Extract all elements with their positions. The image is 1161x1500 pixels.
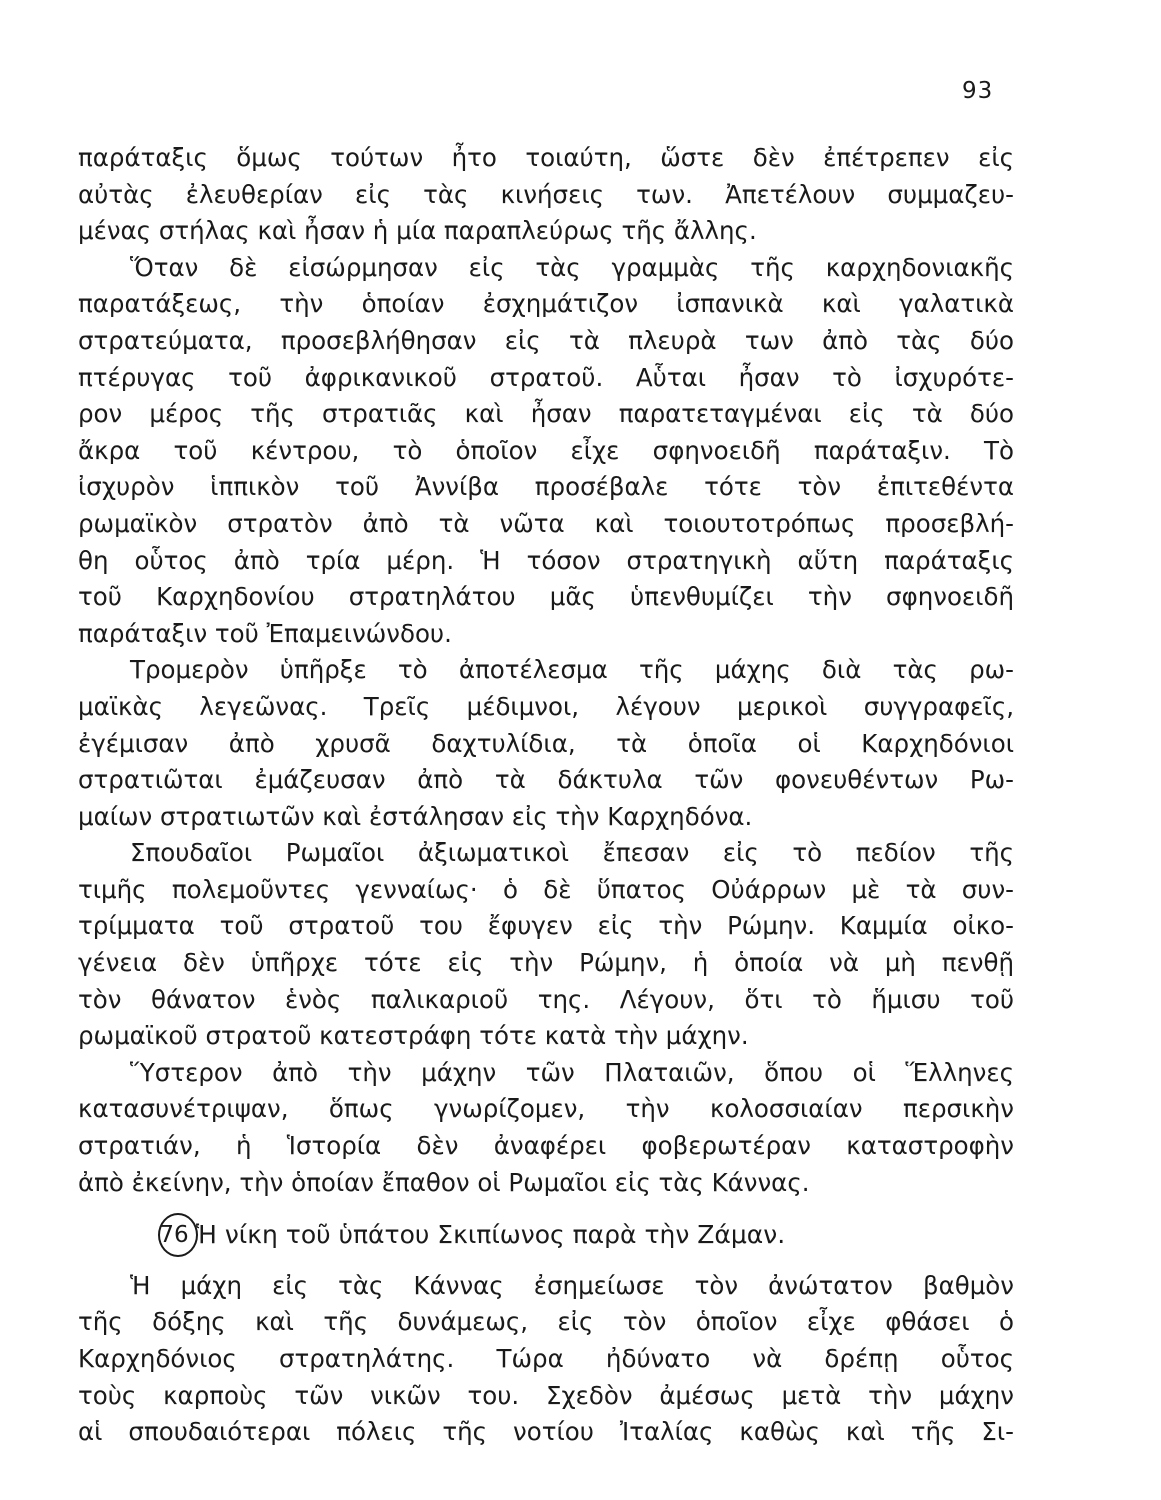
text-line: τὸν θάνατον ἑνὸς παλικαριοῦ της. Λέγουν, ὅτι τὸ ἥμισυ τοῦ (78, 984, 1014, 1014)
text-line: μαίων στρατιωτῶν καὶ ἐστάλησαν εἰς τὴν Καρχηδόνα. (78, 801, 753, 831)
text-line: Καρχηδόνιος στρατηλάτης. Τώρα ἠδύνατο νὰ δρέπῃ οὗτος (78, 1344, 1014, 1373)
text-line: Σπουδαῖοι Ρωμαῖοι ἀξιωματικοὶ ἔπεσαν εἰς τὸ πεδίον τῆς (130, 838, 1014, 868)
text-line: θη οὗτος ἀπὸ τρία μέρη. Ἡ τόσον στρατηγικὴ αὕτη παράταξις (78, 545, 1014, 575)
paragraph (78, 1055, 1014, 1201)
body-text (78, 140, 1014, 1451)
text-line: ἀπὸ ἐκείνην, τὴν ὁποίαν ἔπαθον οἱ Ρωμαῖοι εἰς τὰς Κάννας. (78, 1167, 810, 1197)
text-line: τρίμματα τοῦ στρατοῦ του ἔφυγεν εἰς τὴν Ρώμην. Καμμία οἰκο- (78, 911, 1014, 941)
paragraph (78, 652, 1014, 835)
text-line: ρωμαϊκοῦ στρατοῦ κατεστράφη τότε κατὰ τὴν μάχην. (78, 1021, 749, 1051)
text-line: παράταξις ὅμως τούτων ἦτο τοιαύτη, ὥστε δὲν ἐπέτρεπεν εἰς (78, 143, 1014, 172)
text-line: στρατιῶται ἐμάζευσαν ἀπὸ τὰ δάκτυλα τῶν φονευθέντων Ρω- (78, 765, 1014, 795)
text-line: αἱ σπουδαιότεραι πόλεις τῆς νοτίου Ἰταλίας καθὼς καὶ τῆς Σι- (78, 1417, 1014, 1447)
text-line: ἰσχυρὸν ἱππικὸν τοῦ Ἀννίβα προσέβαλε τότε τὸν ἐπιτεθέντα (78, 472, 1014, 502)
text-line: μένας στήλας καὶ ἦσαν ἡ μία παραπλεύρως τῆς ἄλλης. (78, 216, 757, 246)
text-line: ρωμαϊκὸν στρατὸν ἀπὸ τὰ νῶτα καὶ τοιουτοτρόπως προσεβλή- (78, 508, 1014, 538)
text-line: ρον μέρος τῆς στρατιᾶς καὶ ἦσαν παρατεταγμέναι εἰς τὰ δύο (78, 399, 1014, 429)
text-line: κατασυνέτριψαν, ὅπως γνωρίζομεν, τὴν κολοσσιαίαν περσικὴν (78, 1094, 1014, 1124)
text-line: μαϊκὰς λεγεῶνας. Τρεῖς μέδιμνοι, λέγουν μερικοὶ συγγραφεῖς, (78, 691, 1014, 721)
section-number-circle (158, 1213, 198, 1257)
text-line: Τρομερὸν ὑπῆρξε τὸ ἀποτέλεσμα τῆς μάχης διὰ τὰς ρω- (130, 655, 1014, 685)
text-line: τοὺς καρποὺς τῶν νικῶν του. Σχεδὸν ἀμέσως μετὰ τὴν μάχην (78, 1380, 1014, 1410)
text-line: πτέρυγας τοῦ ἀφρικανικοῦ στρατοῦ. Αὗται ἦσαν τὸ ἰσχυρότε- (78, 362, 1014, 392)
text-line: τοῦ Καρχηδονίου στρατηλάτου μᾶς ὑπενθυμίζει τὴν σφηνοειδῆ (78, 582, 1014, 612)
text-line: ἄκρα τοῦ κέντρου, τὸ ὁποῖον εἶχε σφηνοειδῆ παράταξιν. Τὸ (78, 435, 1014, 465)
paragraph (78, 1268, 1014, 1451)
text-line: τῆς δόξης καὶ τῆς δυνάμεως, εἰς τὸν ὁποῖον εἶχε φθάσει ὁ (78, 1307, 1014, 1337)
section-number: 76 (159, 1222, 189, 1249)
text-line: γένεια δὲν ὑπῆρχε τότε εἰς τὴν Ρώμην, ἡ ὁποία νὰ μὴ πενθῇ (78, 948, 1014, 978)
text-line: στρατιάν, ἡ Ἱστορία δὲν ἀναφέρει φοβερωτέραν καταστροφὴν (78, 1131, 1014, 1161)
text-line: Ὕστερον ἀπὸ τὴν μάχην τῶν Πλαταιῶν, ὅπου οἱ Ἕλληνες (130, 1057, 1014, 1087)
text-line: παρατάξεως, τὴν ὁποίαν ἐσχημάτιζον ἰσπανικὰ καὶ γαλατικὰ (78, 289, 1014, 319)
section-heading (78, 1217, 1014, 1254)
paragraph (78, 250, 1014, 653)
text-line: αὐτὰς ἐλευθερίαν εἰς τὰς κινήσεις των. Ἀπετέλουν συμμαζευ- (78, 179, 1014, 209)
page-number: 93 (962, 78, 994, 104)
paragraph (78, 140, 1014, 250)
text-line: παράταξιν τοῦ Ἐπαμεινώνδου. (78, 618, 452, 648)
text-line: ἐγέμισαν ἀπὸ χρυσᾶ δαχτυλίδια, τὰ ὁποῖα οἱ Καρχηδόνιοι (78, 728, 1014, 758)
text-line: στρατεύματα, προσεβλήθησαν εἰς τὰ πλευρὰ των ἀπὸ τὰς δύο (78, 325, 1014, 355)
text-line: Ὅταν δὲ εἰσώρμησαν εἰς τὰς γραμμὰς τῆς καρχηδονιακῆς (130, 252, 1014, 282)
text-line: Ἡ μάχη εἰς τὰς Κάννας ἐσημείωσε τὸν ἀνώτατον βαθμὸν (130, 1270, 1014, 1300)
paragraph (78, 835, 1014, 1055)
section-title: Ἡ νίκη τοῦ ὑπάτου Σκιπίωνος παρὰ τὴν Ζάμαν. (196, 1220, 786, 1250)
text-line: τιμῆς πολεμοῦντες γενναίως· ὁ δὲ ὕπατος Οὐάρρων μὲ τὰ συν- (78, 874, 1014, 904)
